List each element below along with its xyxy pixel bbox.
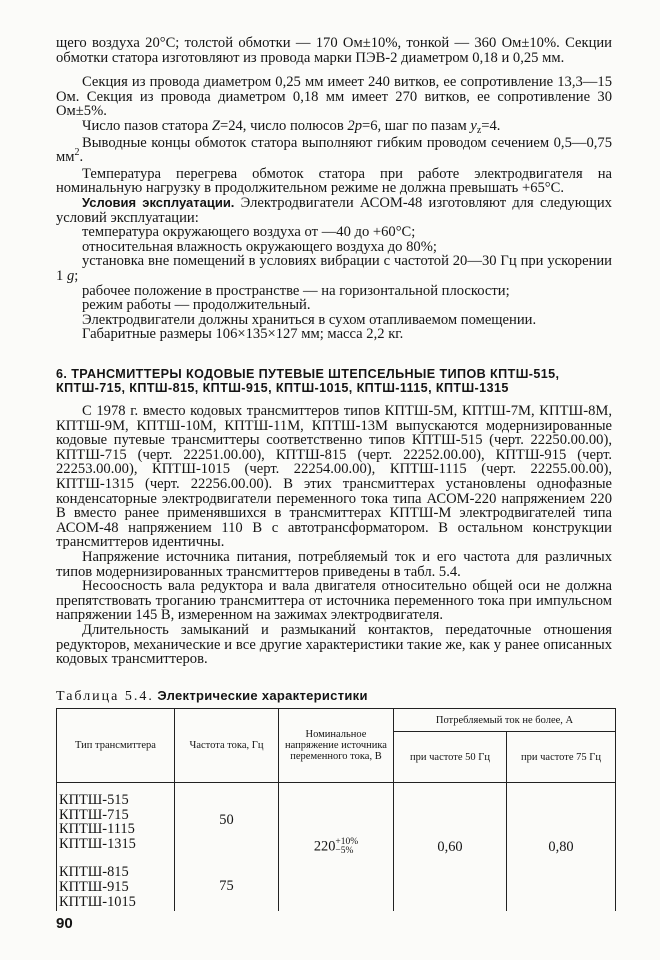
list-item: рабочее положение в пространстве — на горизонтальной плоскости; [82, 282, 510, 299]
paragraph: Условия эксплуатации. Электродвигатели АСОМ-48 изготовляют для следующих условий эксплуатации: [56, 194, 612, 226]
frequency-cell: 50 75 [175, 783, 279, 911]
paragraph: Выводные концы обмоток статора выполняют гибким проводом сечением 0,5—0,75 $мм^2$. [56, 134, 612, 166]
paragraph: Электродвигатели должны храниться в сухом отапливаемом помещении. [82, 311, 537, 328]
paragraph: Длительность замыканий и размыканий контактов, передаточные отношения редукторов, механические и все другие характеристики такие же, как у ранее описанных кодовых трансмиттеров. [56, 621, 612, 668]
paragraph: Температура перегрева обмоток статора при работе электродвигателя на номинальную нагрузку в продолжительном режиме не должна превышать +65°С. [56, 165, 612, 197]
paragraph: С 1978 г. вместо кодовых трансмиттеров типов КПТШ-5М, КПТШ-7М, КПТШ-8М, КПТШ-9М, КПТШ-10М, КПТШ-11М, КПТШ-13М выпускаются модернизированные кодовые путевые трансмиттеры соответственно типов КПТШ-515 (черт. 22250.00.00), КПТШ-715 (черт. 22251.00.00), КПТШ-815 (черт. 22252.00.00), КПТШ-915 (черт. 22253.00.00), КПТШ-1015 (черт. 22254.00.00), КПТШ-1115 (черт. 22255.00.00), КПТШ-1315 (черт. 22256.00.00). В этих трансмиттерах установлены однофазные конденсаторные электродвигатели переменного тока типа АСОМ-220 напряжением 220 В вместо ранее применявшихся в трансмиттерах КПТШ-М электродвигателей типа АСОМ-48 напряжением 110 В с автотрансформатором. В остальном конструкции трансмиттеров идентичны. [56, 403, 612, 551]
current-75hz-cell: 0,80 [507, 783, 616, 911]
table-caption: Таблица 5.4. Электрические характеристики [56, 688, 368, 704]
paragraph: Секция из провода диаметром 0,25 мм имеет 240 витков, ее сопротивление 13,3—15 Ом. Секция из провода диаметром 0,18 мм имеет 270 витков, ее сопротивление 30 Ом±5%. [56, 74, 612, 120]
characteristics-table [56, 708, 616, 911]
paragraph: Число пазов статора Z=24, число полюсов 2p=6, шаг по пазам $y_z=4$. [82, 117, 501, 136]
page-number: 90 [56, 915, 73, 932]
section-heading: 6. ТРАНСМИТТЕРЫ КОДОВЫЕ ПУТЕВЫЕ ШТЕПСЕЛЬНЫЕ ТИПОВ КПТШ-515, КПТШ-715, КПТШ-815, КПТШ-915, КПТШ-1015, КПТШ-1115, КПТШ-1315 [56, 367, 560, 395]
paragraph: Несоосность вала редуктора и вала двигателя относительно общей оси не должна препятствовать троганию трансмиттера от источника переменного тока при импульсном напряжении 145 В, измеренном на зажимах электродвигателя. [56, 578, 612, 624]
list-item: КПТШ-715 [59, 806, 129, 823]
current-50hz-cell: 0,60 [394, 783, 507, 911]
section-body [56, 404, 612, 667]
subheading: Условия эксплуатации. [82, 194, 235, 210]
list-item: КПТШ-1015 [59, 893, 136, 910]
transmitter-types-cell [57, 783, 175, 911]
list-item: относительная влажность окружающего воздуха до 80%; [82, 238, 437, 255]
list-item: температура окружающего воздуха от —40 до +60°С; [82, 224, 416, 241]
intro-block [56, 36, 612, 342]
paragraph: Напряжение источника питания, потребляемый ток и его частота для различных типов модернизированных трансмиттеров приведены в табл. 5.4. [56, 548, 612, 580]
list-item: КПТШ-1315 [59, 835, 136, 852]
paragraph: Габаритные размеры 106×135×127 мм; масса 2,2 кг. [82, 326, 404, 343]
column-header: Потребляемый ток не более, А [394, 709, 616, 732]
voltage-cell: 220 +10% −5% [279, 783, 394, 911]
list-item: КПТШ-815 [59, 864, 129, 881]
paragraph: щего воздуха 20°С; толстой обмотки — 170 Ом±10%, тонкой — 360 Ом±10%. Секции обмотки статора изготовляют из провода марки ПЭВ-2 диаметром 0,18 и 0,25 мм. [56, 35, 612, 66]
list-item: КПТШ-915 [59, 878, 129, 895]
column-header: Тип трансмиттера [57, 709, 175, 783]
column-header: Частота тока, Гц [175, 709, 279, 783]
list-item: режим работы — продолжительный. [82, 297, 311, 314]
column-header: Номинальное напряжение источника переменного тока, В [279, 709, 394, 783]
list-item: КПТШ-1115 [59, 821, 135, 838]
column-header: при частоте 50 Гц [394, 732, 507, 783]
list-item: установка вне помещений в условиях вибрации с частотой 20—30 Гц при ускорении 1 g; [56, 253, 612, 284]
list-item: КПТШ-515 [59, 792, 129, 808]
column-header: при частоте 75 Гц [507, 732, 616, 783]
